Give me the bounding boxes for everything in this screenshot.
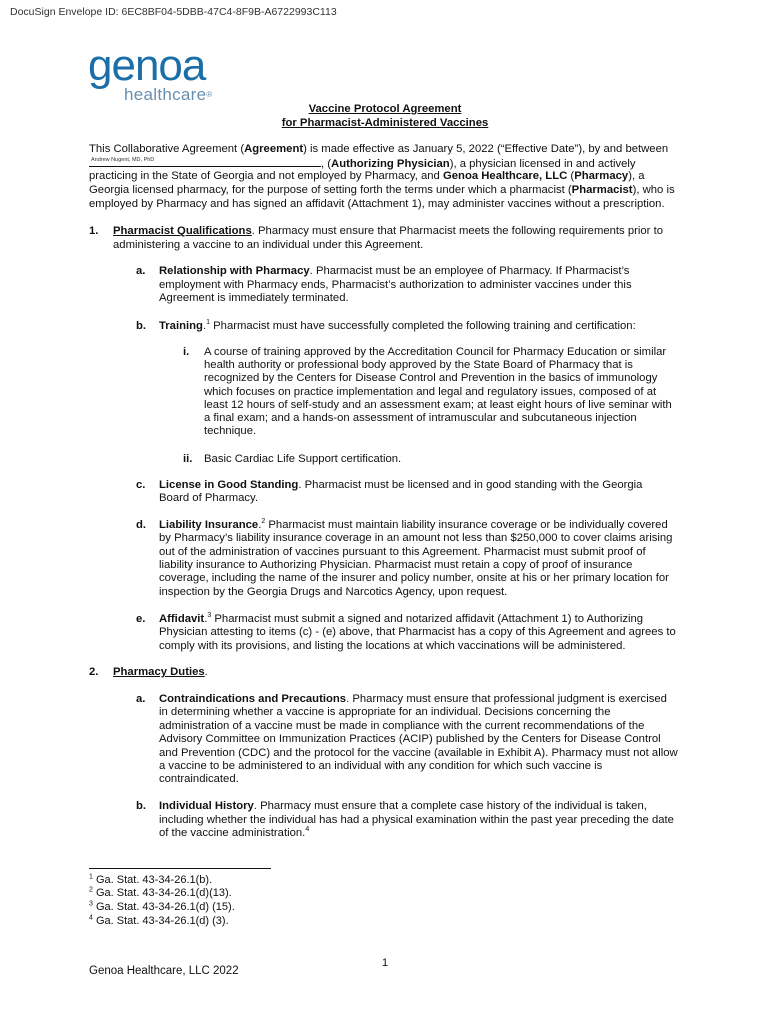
footnote-number: 2 xyxy=(89,886,93,894)
s1b-letter: b. xyxy=(136,320,147,332)
s1c-line-1 xyxy=(159,479,679,493)
s1b-heading: Training xyxy=(159,320,203,332)
intro-text: ), a physician licensed in and actively xyxy=(449,158,636,170)
defined-term-pharmacist: Pharmacist xyxy=(571,184,633,196)
footnote-text: Ga. Stat. 43-34-26.1(d) (3). xyxy=(92,915,229,927)
s1c-line-2: Board of Pharmacy. xyxy=(159,492,258,504)
intro-line-1 xyxy=(89,143,679,157)
s1a-text: . Pharmacist must be an employee of Pharmacy. If Pharmacist’s xyxy=(309,265,630,277)
intro-text: This Collaborative Agreement ( xyxy=(89,143,245,155)
s1c-letter: c. xyxy=(136,479,146,491)
s1b-i-line: A course of training approved by the Accreditation Council for Pharmacy Education or similar xyxy=(204,346,667,358)
s1a-line-2: employment with Pharmacy ends, Pharmacist’s authorization to administer vaccines under this xyxy=(159,279,632,291)
footnote-text: Ga. Stat. 43-34-26.1(b). xyxy=(92,874,213,886)
s2b-line-3 xyxy=(159,827,679,841)
docusign-envelope-id: DocuSign Envelope ID: 6EC8BF04-5DBB-47C4-8F9B-A6722993C113 xyxy=(10,6,337,18)
s1b-ii-text: Basic Cardiac Life Support certification. xyxy=(204,453,402,465)
s1e-letter: e. xyxy=(136,613,146,625)
s1c-heading: License in Good Standing xyxy=(159,479,299,491)
footnote-ref-2[interactable]: 2 xyxy=(261,518,266,526)
s1e-line: Physician attesting to items (c) - (e) above, that Pharmacist has a copy of this Agreement and agrees to xyxy=(159,626,676,638)
s2b-line-2: including whether the individual has had a physical examination within the past year preceding the date xyxy=(159,814,674,826)
genoa-logo xyxy=(88,41,238,110)
s2a-line: and Prevention (CDC) and the protocol for the vaccine (available in Exhibit A). Pharmacy must not allow xyxy=(159,747,678,759)
intro-text: ) is made effective as January 5, 2022 (“Effective Date”), by and between xyxy=(303,143,669,155)
s1d-line: out of the administration of vaccines pursuant to this Agreement. Pharmacist must submit proof of xyxy=(159,546,646,558)
footnote-text: Ga. Stat. 43-34-26.1(d)(13). xyxy=(92,887,232,899)
s1b-ii-number: ii. xyxy=(183,453,193,465)
s2a-line: Advisory Committee on Immunization Practices (ACIP) published by the Centers for Disease Control xyxy=(159,733,661,745)
document-title-line1: Vaccine Protocol Agreement xyxy=(308,103,462,115)
s1d-line: by Pharmacy’s liability insurance coverage in an amount not less than $250,000 to cover claims arising xyxy=(159,532,673,544)
section-text: . Pharmacy must ensure that Pharmacist meets the following requirements prior to xyxy=(251,225,664,237)
s1c-text: . Pharmacist must be licensed and in good standing with the Georgia xyxy=(298,479,643,491)
section-2-heading: Pharmacy Duties xyxy=(113,666,205,678)
footnote-number: 4 xyxy=(89,914,93,922)
document-title-line2: for Pharmacist-Administered Vaccines xyxy=(281,117,489,129)
s1a-heading: Relationship with Pharmacy xyxy=(159,265,310,277)
defined-term-agreement: Agreement xyxy=(244,143,304,155)
s1b-i-line: a final exam; and a hands-on assessment of intramuscular and subcutaneous injection xyxy=(204,412,637,424)
s2b-letter: b. xyxy=(136,800,147,812)
s1b-i-line: which focuses on practice implementation and legal and regulatory issues, composed of at xyxy=(204,386,657,398)
logo-registered-mark: ® xyxy=(206,90,213,99)
s2b-text: of the vaccine administration. xyxy=(159,827,306,839)
s1a-line-1 xyxy=(159,265,679,279)
page-footer: Genoa Healthcare, LLC 2022 xyxy=(89,965,239,977)
s1d-line: liability insurance to Authorizing Physician. Pharmacist must retain a copy of proof of insurance xyxy=(159,559,633,571)
footnote-number: 1 xyxy=(89,873,93,881)
s2b-text: . Pharmacy must ensure that a complete case history of the individual is taken, xyxy=(253,800,647,812)
s1e-line-1: Affidavit.$^3$ Pharmacist must submit a signed and notarized affidavit (Attachment 1) to Authorizing xyxy=(159,612,644,625)
physician-signature-line xyxy=(89,156,321,167)
s2a-line: a vaccine to be administered to an individual with any condition for which such vaccine is xyxy=(159,760,603,772)
s1e-line: comply with its provisions, and listing the locations at which vaccinations will be administered. xyxy=(159,640,626,652)
section-2-line-1 xyxy=(113,666,679,680)
s1b-i-number: i. xyxy=(183,346,190,358)
s1b-line-1: Training.$^1$ Pharmacist must have successfully completed the following training and certification: xyxy=(159,319,636,332)
defined-term-pharmacy: Pharmacy xyxy=(574,170,629,182)
intro-text: ), who is xyxy=(632,184,675,196)
section-1-heading: Pharmacist Qualifications xyxy=(113,225,252,237)
intro-text: ( xyxy=(567,170,575,182)
s1d-heading: Liability Insurance xyxy=(159,519,259,531)
logo-wordmark: genoa xyxy=(88,41,206,90)
intro-line-3 xyxy=(89,170,679,184)
s1b-i-line: health authority or professional body approved by the State Board of Pharmacy that is xyxy=(204,359,633,371)
intro-text: practicing in the State of Georgia and not employed by Pharmacy, and xyxy=(89,170,443,182)
section-2-number: 2. xyxy=(89,666,99,678)
footnote-ref-4[interactable]: 4 xyxy=(305,826,310,834)
s1d-line: coverage, including the name of the insurer and policy number, onsite at his or her primary location for xyxy=(159,572,669,584)
footnote-number: 3 xyxy=(89,900,93,908)
s2a-line: in determining whether a vaccine is appropriate for an individual. Decisions concerning the xyxy=(159,706,611,718)
page-number: 1 xyxy=(381,957,389,969)
s1a-letter: a. xyxy=(136,265,146,277)
footnote-ref-1[interactable]: 1 xyxy=(206,319,210,327)
physician-name: Andrew Nugent, MD, PhD xyxy=(91,157,155,163)
s1b-i-line: technique. xyxy=(204,425,257,437)
s1e-text: Pharmacist must submit a signed and notarized affidavit (Attachment 1) to Authorizing xyxy=(211,613,644,625)
s2a-line-1 xyxy=(159,693,679,707)
s2a-line: contraindicated. xyxy=(159,773,239,785)
s2a-text: . Pharmacy must ensure that professional judgment is exercised xyxy=(346,693,667,705)
section-1-line-1 xyxy=(113,225,679,239)
intro-line-4 xyxy=(89,184,679,198)
footnote-1 xyxy=(89,874,212,888)
s1d-text: Pharmacist must maintain liability insurance coverage or be individually covered xyxy=(265,519,668,531)
footnote-3 xyxy=(89,901,235,915)
s2b-heading: Individual History xyxy=(159,800,254,812)
intro-text: , ( xyxy=(321,158,332,170)
footnote-ref-3[interactable]: 3 xyxy=(207,612,212,620)
logo-tagline-text: healthcare xyxy=(124,85,207,104)
s1e-heading: Affidavit xyxy=(159,613,205,625)
s1a-line-3: Agreement is immediately terminated. xyxy=(159,292,349,304)
defined-term-authorizing-physician: Authorizing Physician xyxy=(331,158,450,170)
s2a-line: administration of a vaccine must be made in compliance with the current recommendations of the xyxy=(159,720,645,732)
footnote-4 xyxy=(89,915,229,929)
s2b-line-1 xyxy=(159,800,679,814)
section-text: . xyxy=(204,666,208,678)
intro-line-5: employed by Pharmacy and has signed an affidavit (Attachment 1), may administer vaccines without a prescription. xyxy=(89,198,665,210)
s2a-heading: Contraindications and Precautions xyxy=(159,693,347,705)
footnote-2 xyxy=(89,887,232,901)
s1b-text: Pharmacist must have successfully completed the following training and certification: xyxy=(209,320,636,332)
s1d-line-1: Liability Insurance.$^2$ Pharmacist must maintain liability insurance coverage or be individually covered xyxy=(159,518,668,531)
s1b-i-line: least 12 hours of self-study and an assessment exam; at least eight hours of live seminar with xyxy=(204,399,672,411)
s1d-line: inspection by the Georgia Drugs and Narcotics Agency, upon request. xyxy=(159,586,508,598)
s1b-i-line: recognized by the Centers for Disease Control and Prevention in the basics of immunology xyxy=(204,372,658,384)
section-1-line-2: administering a vaccine to an individual under this Agreement. xyxy=(113,239,424,251)
defined-term-genoa: Genoa Healthcare, LLC xyxy=(442,170,568,182)
footnote-divider xyxy=(89,868,271,869)
footnote-text: Ga. Stat. 43-34-26.1(d) (15). xyxy=(92,901,235,913)
s2a-letter: a. xyxy=(136,693,146,705)
intro-text: Georgia licensed pharmacy, for the purpose of setting forth the terms under which a pharmacist ( xyxy=(89,184,572,196)
logo-tagline xyxy=(124,86,213,104)
section-1-number: 1. xyxy=(89,225,99,237)
intro-text: ), a xyxy=(628,170,645,182)
s1d-letter: d. xyxy=(136,519,147,531)
